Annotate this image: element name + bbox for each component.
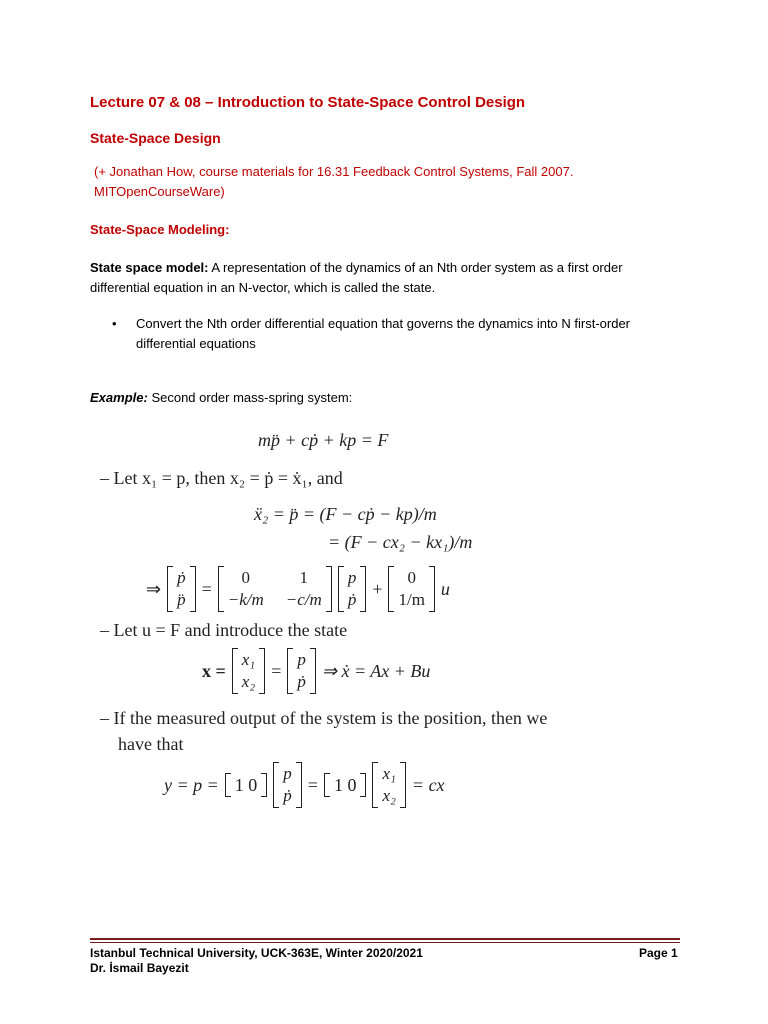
definition-paragraph <box>90 258 680 298</box>
output-equation: y = p = 1 0 p ṗ = 1 0 x₁ x₂ = cx <box>164 762 445 808</box>
footer-institution: Istanbul Technical University, UCK-363E, Winter 2020/2021 <box>90 946 423 960</box>
state-x-entry: x₁ <box>241 650 256 669</box>
equation-x2-dd-cont: = (F − cx₂ − kx₁)/m <box>328 532 473 552</box>
matrix-b-entry: 1/m <box>398 590 425 609</box>
section-subtitle: State-Space Design <box>90 130 221 146</box>
equation-motion: mp̈ + cṗ + kp = F <box>258 430 389 450</box>
state-lhs: x = <box>202 660 226 681</box>
modeling-heading: State-Space Modeling: <box>90 222 230 237</box>
state-x-entry: x₂ <box>241 672 256 691</box>
definition-text: A representation of the dynamics of an Nth order system as a first order differential equation in an N-vector, which is called the state. <box>90 260 623 295</box>
state-space-equation: ⇒ ṗ p̈ = 0 1 −k/m −c/m p ṗ + 0 1/m u <box>146 566 450 612</box>
state-rhs: ⇒ ẋ = Ax + Bu <box>321 660 431 681</box>
row-vector-2 <box>324 773 367 797</box>
reference-text: (+ Jonathan How, course materials for 16.31 Feedback Control Systems, Fall 2007. MITOpenCourseWare) <box>94 164 574 199</box>
output-vector-x <box>372 762 405 808</box>
state-vector-p <box>287 648 316 694</box>
page-title: Lecture 07 & 08 – Introduction to State-Space Control Design <box>90 94 526 111</box>
vector-lhs <box>167 566 196 612</box>
vector-lhs-entry: p̈ <box>177 590 186 609</box>
implies-symbol: ⇒ <box>146 578 162 599</box>
matrix-b <box>388 566 434 612</box>
output-lhs: y = p = <box>164 774 219 795</box>
matrix-a-entry: −c/m <box>285 590 322 609</box>
footer-rule-thin <box>90 942 680 943</box>
matrix-a-entry: 0 <box>241 568 251 587</box>
vector-state <box>338 566 367 612</box>
state-vector-x <box>232 648 265 694</box>
matrix-a-entry: 1 <box>299 568 309 587</box>
definition-term: State space model: <box>90 260 209 275</box>
bullet-item <box>112 314 682 354</box>
example-line <box>90 388 352 408</box>
row-vector <box>225 773 268 797</box>
state-p-entry: ṗ <box>297 672 306 691</box>
row-vector-entries: 1 0 <box>333 774 357 795</box>
vector-state-entry: p <box>347 568 357 587</box>
state-definition: x = x₁ x₂ = p ṗ ⇒ ẋ = Ax + Bu <box>202 648 430 694</box>
matrix-a <box>218 566 332 612</box>
row-vector-entries: 1 0 <box>234 774 258 795</box>
measured-output-line-2: have that <box>118 734 184 754</box>
let-statement-1: – Let x₁ = p, then x₂ = ṗ = ẋ₁, and <box>100 468 343 488</box>
state-p-entry: p <box>297 650 306 669</box>
page-number: Page 1 <box>639 946 678 960</box>
matrix-b-entry: 0 <box>407 568 416 587</box>
measured-output-line-1: – If the measured output of the system is the position, then we <box>100 708 548 728</box>
bullet-icon: • <box>112 316 117 331</box>
output-x-entry: x₂ <box>382 786 396 805</box>
vector-lhs-entry: ṗ <box>177 568 186 587</box>
output-p-entry: ṗ <box>283 786 292 805</box>
output-x-entry: x₁ <box>382 764 396 783</box>
vector-state-entry: ṗ <box>347 590 357 609</box>
output-vector-p <box>273 762 302 808</box>
equation-x2-dd: ẍ₂ = p̈ = (F − cṗ − kp)/m <box>254 504 437 524</box>
input-u: u <box>440 578 450 599</box>
example-label: Example: <box>90 390 148 405</box>
matrix-a-entry: −k/m <box>227 590 264 609</box>
footer-rule <box>90 938 680 940</box>
let-statement-2: – Let u = F and introduce the state <box>100 620 348 640</box>
example-text: Second order mass-spring system: <box>151 390 353 405</box>
output-rhs: = cx <box>411 774 445 795</box>
footer-author: Dr. İsmail Bayezit <box>90 961 189 975</box>
output-p-entry: p <box>283 764 292 783</box>
bullet-text: Convert the Nth order differential equation that governs the dynamics into N first-order differential equations <box>136 316 631 351</box>
